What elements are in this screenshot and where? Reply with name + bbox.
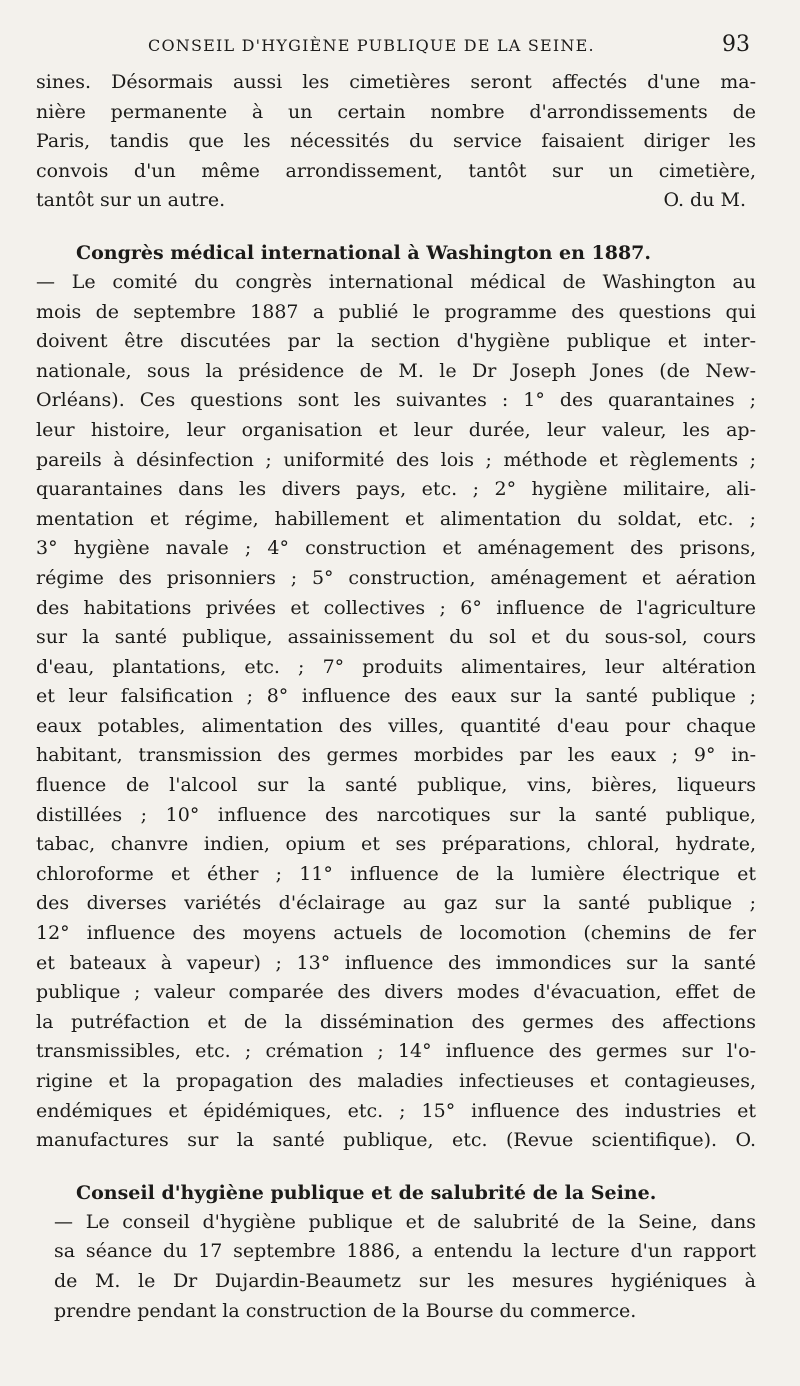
text-line: des diverses variétés d'éclairage au gaz sur la santé publique ;: [36, 892, 756, 915]
text-line: des habitations privées et collectives ; 6° influence de l'agriculture: [36, 596, 756, 619]
text-line: Paris, tandis que les nécessités du service faisaient diriger les: [36, 130, 756, 153]
text-line: quarantaines dans les divers pays, etc. ; 2° hygiène militaire, ali-: [36, 478, 756, 501]
text-line: manufactures sur la santé publique, etc. (Revue scientifique). O.: [36, 1129, 756, 1152]
running-title: CONSEIL D'HYGIÈNE PUBLIQUE DE LA SEINE.: [148, 36, 595, 55]
section-block: [36, 1178, 756, 1326]
text-line: régime des prisonniers ; 5° construction, aménagement et aération: [36, 566, 756, 589]
text-line: prendre pendant la construction de la Bourse du commerce.: [54, 1299, 637, 1322]
text-line: distillées ; 10° influence des narcotiques sur la santé publique,: [36, 803, 756, 826]
text-line: sines. Désormais aussi les cimetières seront affectés d'une ma-: [36, 71, 756, 93]
text-line: habitant, transmission des germes morbides par les eaux ; 9° in-: [36, 744, 756, 767]
text-line: nière permanente à un certain nombre d'arrondissements de: [36, 100, 756, 123]
text-line: et bateaux à vapeur) ; 13° influence des immondices sur la santé: [36, 951, 756, 974]
text-line: rigine et la propagation des maladies infectieuses et contagieuses,: [36, 1070, 756, 1092]
text-line: — Le comité du congrès international médical de Washington au: [36, 270, 756, 293]
text-line: endémiques et épidémiques, etc. ; 15° influence des industries et: [36, 1099, 756, 1122]
text-line: mois de septembre 1887 a publié le programme des questions qui: [36, 300, 756, 323]
text-line: Orléans). Ces questions sont les suivantes : 1° des quarantaines ;: [36, 389, 756, 412]
running-header: [148, 32, 750, 68]
text-line: de M. le Dr Dujardin-Beaumetz sur les mesures hygiéniques à: [54, 1269, 756, 1292]
text-line: tabac, chanvre indien, opium et ses préparations, chloral, hydrate,: [36, 833, 756, 856]
section-body: [36, 268, 756, 1156]
section-heading: Conseil d'hygiène publique et de salubrité de la Seine.: [76, 1181, 657, 1204]
text-line: et leur falsification ; 8° influence des eaux sur la santé publique ;: [36, 685, 756, 708]
text-line: leur histoire, leur organisation et leur durée, leur valeur, les ap-: [36, 418, 756, 441]
text-line: publique ; valeur comparée des divers modes d'évacuation, effet de: [36, 981, 756, 1004]
text-line: nationale, sous la présidence de M. le Dr Joseph Jones (de New-: [36, 359, 756, 382]
section-body: [36, 1208, 756, 1326]
text-line: 12° influence des moyens actuels de locomotion (chemins de fer: [36, 922, 756, 945]
text-line: sa séance du 17 septembre 1886, a entendu la lecture d'un rapport: [54, 1240, 756, 1263]
text-line: eaux potables, alimentation des villes, quantité d'eau pour chaque: [36, 714, 756, 737]
text-line: doivent être discutées par la section d'hygiène publique et inter-: [36, 330, 756, 353]
text-line: — Le conseil d'hygiène publique et de salubrité de la Seine, dans: [54, 1210, 756, 1233]
text-line: tantôt sur un autre.: [36, 189, 226, 212]
text-line: chloroforme et éther ; 11° influence de la lumière électrique et: [36, 862, 756, 885]
text-line: pareils à désinfection ; uniformité des lois ; méthode et règlements ;: [36, 448, 756, 471]
text-line-with-signature: [36, 186, 756, 216]
text-line: mentation et régime, habillement et alimentation du soldat, etc. ;: [36, 507, 756, 530]
text-line: convois d'un même arrondissement, tantôt sur un cimetière,: [36, 159, 756, 182]
author-signature: O. du M.: [663, 189, 746, 212]
text-line: la putréfaction et de la dissémination des germes des affections: [36, 1010, 756, 1033]
section-heading: Congrès médical international à Washington en 1887.: [76, 241, 652, 264]
text-line: d'eau, plantations, etc. ; 7° produits alimentaires, leur altération: [36, 655, 756, 678]
paragraph-continuation: [36, 68, 756, 216]
text-line: 3° hygiène navale ; 4° construction et aménagement des prisons,: [36, 537, 756, 560]
text-line: sur la santé publique, assainissement du sol et du sous-sol, cours: [36, 626, 756, 649]
text-line: transmissibles, etc. ; crémation ; 14° influence des germes sur l'o-: [36, 1040, 756, 1063]
text-line: fluence de l'alcool sur la santé publique, vins, bières, liqueurs: [36, 774, 756, 797]
page-number: 93: [722, 32, 750, 57]
